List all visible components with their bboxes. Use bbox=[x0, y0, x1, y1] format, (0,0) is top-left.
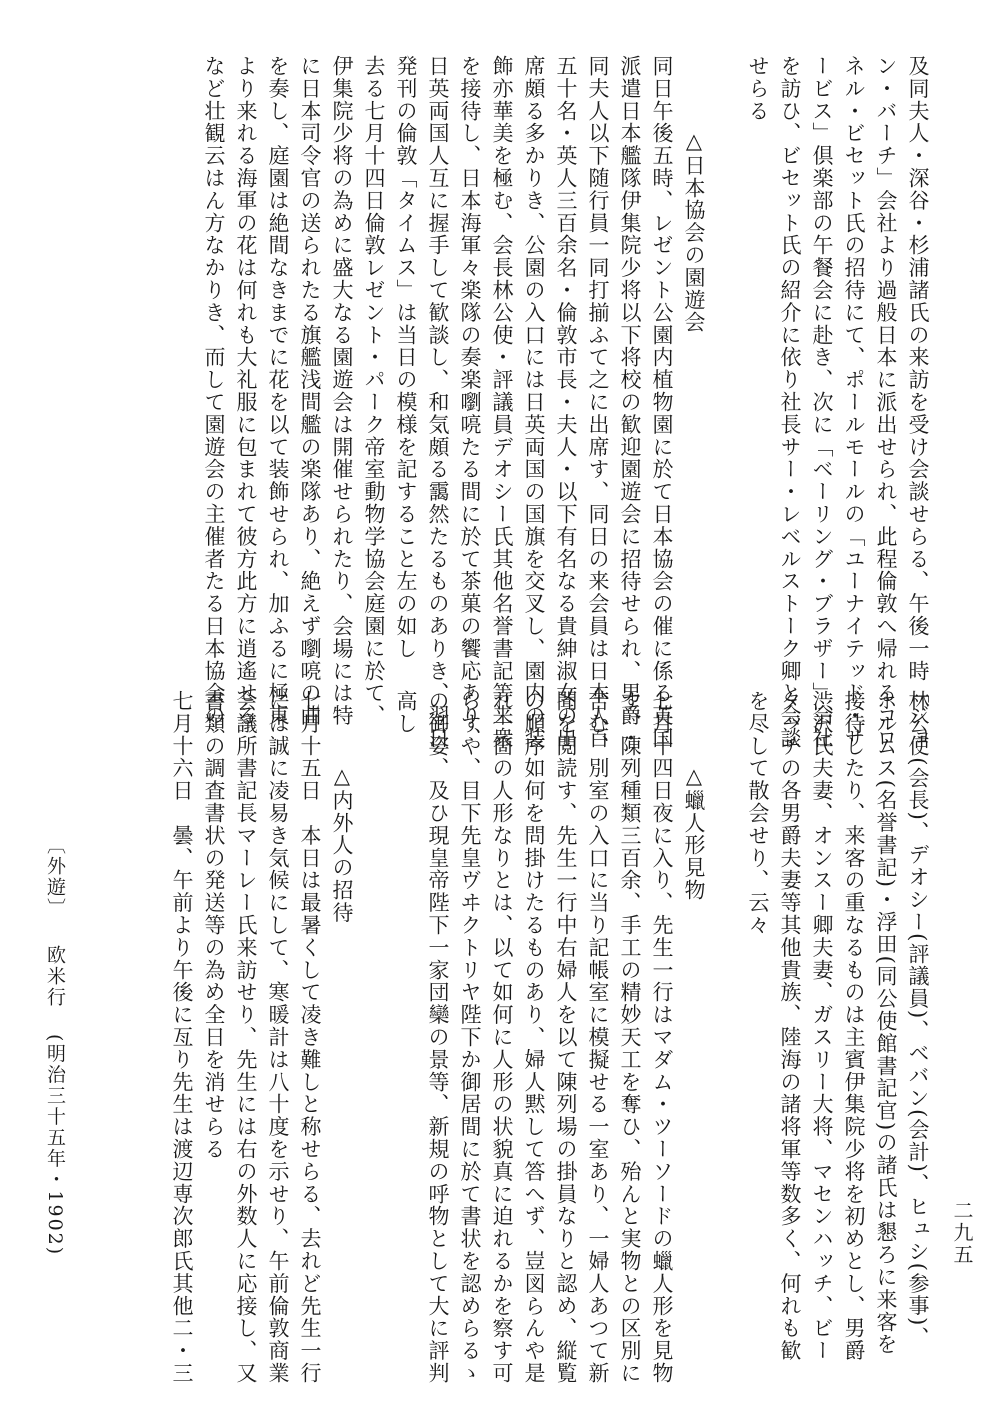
text-line: を尽して散会せり、云々 bbox=[746, 690, 770, 937]
text-line: らすや、目下先皇ヴヰクトリヤ陛下か御居間に於て書状を認めらるゝ bbox=[458, 690, 482, 1385]
text-line: 五十名・英人三百余名・倫敦市長・夫人・以下有名なる貴紳淑女の出 bbox=[554, 55, 578, 750]
text-line: より来れる海軍の花は何れも大礼服に包まれて彼方此方に逍遙せる bbox=[234, 55, 258, 727]
text-line: 林公使(会長)、デオシー(評議員)、ベバン(会計)、ヒュシ(参事)、 bbox=[906, 690, 930, 1350]
text-line: の順序如何を問掛けたるものあり、婦人黙して答へず、豈図らんや是 bbox=[522, 690, 546, 1385]
text-line: 高し bbox=[394, 690, 418, 735]
lower-text-block bbox=[64, 690, 934, 1385]
text-line: ネル・ビセット氏の招待にて、ポールモールの「ユーナイテッド・サ bbox=[842, 55, 866, 750]
text-line: 去る七月十四日倫敦レゼント・パーク帝室動物学協会庭園に於て、 bbox=[362, 55, 386, 727]
text-line: 書類の調査書状の発送等の為め全日を消せらる bbox=[202, 690, 226, 1161]
text-line: 同日午後五時、レゼント公園内植物園に於て日本協会の催に係る英国 bbox=[650, 55, 674, 750]
running-footer bbox=[42, 835, 69, 1355]
text-line: 飾亦華美を極む、会長林公使・評議員デオシー氏其他名誉書記等来衆 bbox=[490, 55, 514, 750]
text-line: ン・バーチ」会社より過般日本に派出せられ、此程倫敦へ帰れるコロ bbox=[874, 55, 898, 750]
text-line: 日英両国人互に握手して歓談し、和気頗る靄然たるものありき、翌日 bbox=[426, 55, 450, 750]
text-line: 会議所書記長マーレー氏来訪せり、先生には右の外数人に応接し、又 bbox=[234, 690, 258, 1385]
text-line: の御姿、及ひ現皇帝陛下一家団欒の景等、新規の呼物として大に評判 bbox=[426, 690, 450, 1385]
text-line: を接待し、日本海軍々楽隊の奏楽嚠喨たる間に於て茶菓の饗応あり、 bbox=[458, 55, 482, 750]
text-line: 苦む、別室の入口に当り記帳室に模擬せる一室あり、一婦人あつて新 bbox=[586, 690, 610, 1385]
section-heading: △日本協会の園遊会 bbox=[682, 128, 706, 334]
text-line: す、陳列種類三百余、手工の精妙天工を奪ひ、殆んと実物との区別に bbox=[618, 690, 642, 1385]
footer-category: 〔外遊〕 bbox=[44, 835, 66, 919]
footer-era: (明治三十五年・1902) bbox=[44, 1034, 66, 1257]
text-line: など壮観云はん方なかりき、而して園遊会の主催者たる日本協会の bbox=[202, 55, 226, 727]
page-number: 二九五 bbox=[950, 1200, 974, 1266]
text-line: 及同夫人・深谷・杉浦諸氏の来訪を受け会談せらる、午後一時「ジョ bbox=[906, 55, 930, 750]
text-line: 同夫人以下随行員一同打揃ふて之に出席す、同日の来会員は日本人百 bbox=[586, 55, 610, 750]
text-line: 発刊の倫敦「タイムス」は当日の模様を記すること左の如し bbox=[394, 55, 418, 660]
section-heading: △内外人の招待 bbox=[330, 763, 354, 924]
text-line: 派遣日本艦隊伊集院少将以下将校の歓迎園遊会に招待せられ、男爵・ bbox=[618, 55, 642, 750]
footer-title: 欧米行 bbox=[44, 945, 66, 1009]
paragraph-gap bbox=[710, 55, 742, 675]
paragraph-gap bbox=[358, 690, 390, 1305]
text-line: タッチの各男爵夫妻等其他貴族、陸海の諸将軍等数多く、何れも歓 bbox=[778, 690, 802, 1362]
text-line: に日本司令官の送られたる旗艦浅間艦の楽隊あり、絶えず嚠喨の曲 bbox=[298, 55, 322, 727]
text-line: せらる bbox=[746, 55, 770, 123]
text-line: 聞を閲読す、先生一行中右婦人を以て陳列場の掛員なりと認め、縦覧 bbox=[554, 690, 578, 1385]
text-line: 接待したり、来客の重なるものは主賓伊集院少将を初めとし、男爵 bbox=[842, 690, 866, 1362]
text-line: 七月十五日 本日は最暑くして凌き難しと称せらる、去れど先生一行 bbox=[298, 690, 322, 1385]
text-line: ホルムス(名誉書記)・浮田(同公使館書記官)の諸氏は懇ろに来客を bbox=[874, 690, 898, 1356]
text-line: を訪ひ、ビセット氏の紹介に依り社長サー・レベルストーク卿と会談 bbox=[778, 55, 802, 750]
text-line: 七月十六日 曇、午前より午後に亙り先生は渡辺専次郎氏其他二・三 bbox=[170, 690, 194, 1385]
text-line: には誠に凌易き気候にして、寒暖計は八十度を示せり、午前倫敦商業 bbox=[266, 690, 290, 1385]
text-line: 渋沢氏夫妻、オンスー卿夫妻、ガスリー大将、マセンハッチ、ビー bbox=[810, 690, 834, 1362]
text-line: ービス」倶楽部の午餐会に赴き、次に「ベーリング・ブラザー」会社 bbox=[810, 55, 834, 750]
text-line: 席頗る多かりき、公園の入口には日英両国の国旗を交叉し、園内の装 bbox=[522, 55, 546, 750]
text-line: 七月十四日夜に入り、先生一行はマダム・ツーソードの蠟人形を見物 bbox=[650, 690, 674, 1385]
text-line: を奏し、庭園は絶間なきまでに花を以て装飾せられ、加ふるに極東 bbox=[266, 55, 290, 727]
text-line: れ一箇の人形なりとは、以て如何に人形の状貌真に迫れるかを察す可 bbox=[490, 690, 514, 1385]
paragraph-gap bbox=[710, 690, 742, 1305]
section-heading: △蠟人形見物 bbox=[682, 763, 706, 901]
text-line: 伊集院少将の為めに盛大なる園遊会は開催せられたり、会場には特 bbox=[330, 55, 354, 727]
